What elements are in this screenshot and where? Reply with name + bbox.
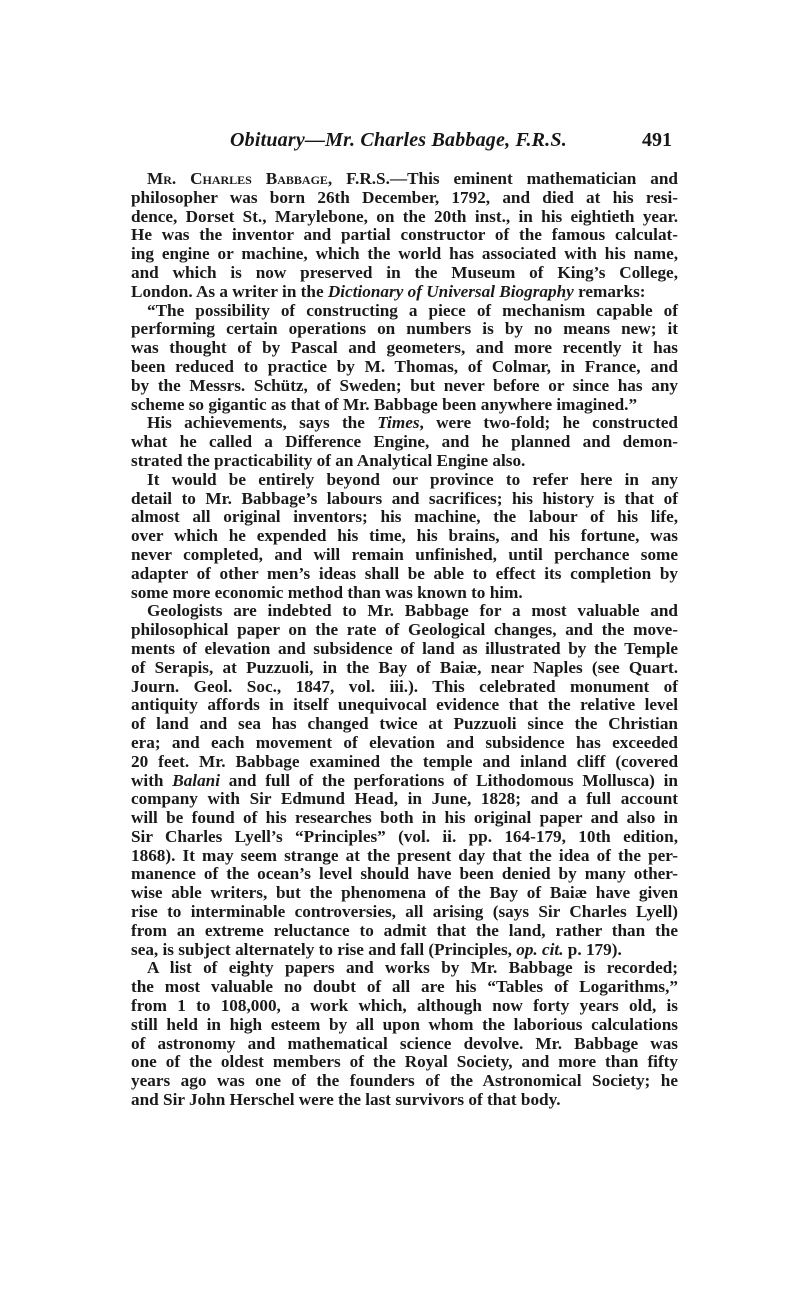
paragraph	[131, 602, 678, 959]
running-head	[131, 129, 678, 153]
text-run: with	[131, 770, 173, 790]
text-run: He was the inventor and partial constructor of the famous calculat-	[131, 225, 678, 245]
text-line	[131, 696, 678, 715]
text-run: It would be entirely beyond our province to refer here in any	[147, 469, 678, 489]
text-run: some more economic method than was known to him.	[131, 582, 523, 602]
paragraph	[131, 302, 678, 415]
text-run: of land and sea has changed twice at Puzzuoli since the Christian	[131, 714, 678, 734]
text-line	[131, 302, 678, 321]
text-run: manence of the ocean’s level should have been denied by many other-	[131, 864, 678, 884]
article-body	[131, 170, 678, 1110]
text-line	[131, 941, 678, 960]
text-run: detail to Mr. Babbage’s labours and sacrifices; his history is that of	[131, 488, 678, 508]
text-line	[131, 753, 678, 772]
text-run: one of the oldest members of the Royal Society, and more than fifty	[131, 1052, 678, 1072]
text-run: p. 179).	[563, 939, 622, 959]
text-line	[131, 414, 678, 433]
text-run: , F.R.S.—This eminent mathematician and	[327, 169, 678, 188]
text-run: antiquity affords in itself unequivocal evidence that the relative level	[131, 695, 678, 715]
text-run: from 1 to 108,000, a work which, although now forty years old, is	[131, 996, 678, 1016]
text-line	[131, 734, 678, 753]
text-line	[131, 997, 678, 1016]
text-run: 1868). It may seem strange at the present day that the idea of the per-	[131, 845, 678, 865]
text-run: London. As a writer in the	[131, 281, 328, 301]
text-run: over which he expended his time, his brains, and his fortune, was	[131, 526, 678, 546]
text-line	[131, 678, 678, 697]
text-line	[131, 602, 678, 621]
paragraph	[131, 170, 678, 302]
text-line	[131, 1053, 678, 1072]
text-run: remarks:	[573, 281, 646, 301]
text-run: scheme so gigantic as that of Mr. Babbage been anywhere imagined.”	[131, 394, 638, 414]
text-line	[131, 1072, 678, 1091]
italic-text: Balani	[172, 770, 220, 790]
text-line	[131, 377, 678, 396]
text-run: “The possibility of constructing a piece of mechanism capable of	[147, 300, 678, 320]
text-line	[131, 715, 678, 734]
text-line	[131, 809, 678, 828]
small-caps-name: Mr. Charles Babbage	[147, 169, 328, 188]
text-line	[131, 546, 678, 565]
text-run: from an extreme reluctance to admit that the land, rather than the	[131, 920, 678, 940]
text-run: Sir Charles Lyell’s “Principles” (vol. ii. pp. 164-179, 10th edition,	[131, 826, 678, 846]
text-line	[131, 189, 678, 208]
paragraph	[131, 414, 678, 470]
text-line	[131, 659, 678, 678]
text-run: will be found of his researches both in his original paper and also in	[131, 808, 678, 828]
text-line	[131, 527, 678, 546]
text-run: company with Sir Edmund Head, in June, 1828; and a full account	[131, 789, 678, 809]
text-line	[131, 1016, 678, 1035]
text-run: what he called a Difference Engine, and he planned and demon-	[131, 432, 678, 452]
text-run: sea, is subject alternately to rise and fall (Principles,	[131, 939, 517, 959]
text-run: His achievements, says the	[147, 413, 378, 433]
text-line	[131, 922, 678, 941]
text-line	[131, 226, 678, 245]
text-run: ments of elevation and subsidence of land as illustrated by the Temple	[131, 638, 678, 658]
text-run: strated the practicability of an Analytical Engine also.	[131, 450, 526, 470]
text-line	[131, 621, 678, 640]
italic-text: Dictionary of Universal Biography	[327, 281, 574, 301]
text-line	[131, 396, 678, 415]
text-run: never completed, and will remain unfinished, until perchance some	[131, 544, 678, 564]
text-line	[131, 170, 678, 189]
text-run: rise to interminable controversies, all arising (says Sir Charles Lyell)	[131, 902, 678, 922]
text-line	[131, 828, 678, 847]
text-run: and full of the perforations of Lithodomous Mollusca) in	[220, 770, 678, 790]
text-run: was thought of by Pascal and geometers, and more recently it has	[131, 338, 678, 358]
text-run: adapter of other men’s ideas shall be able to effect its completion by	[131, 563, 678, 583]
text-line	[131, 847, 678, 866]
text-run: been reduced to practice by M. Thomas, of Colmar, in France, and	[131, 356, 678, 376]
text-run: almost all original inventors; his machine, the labour of his life,	[131, 507, 678, 527]
text-run: Geologists are indebted to Mr. Babbage for a most valuable and	[147, 601, 678, 621]
text-run: and which is now preserved in the Museum of King’s College,	[131, 262, 678, 282]
text-line	[131, 490, 678, 509]
text-line	[131, 1091, 678, 1110]
text-line	[131, 508, 678, 527]
text-line	[131, 978, 678, 997]
running-title: Obituary—Mr. Charles Babbage, F.R.S.	[230, 129, 567, 151]
text-line	[131, 865, 678, 884]
text-line	[131, 208, 678, 227]
text-run: , were two-fold; he constructed	[419, 413, 678, 433]
italic-text: Times	[377, 413, 420, 433]
paragraph	[131, 959, 678, 1109]
text-line	[131, 1035, 678, 1054]
text-run: of astronomy and mathematical science devolve. Mr. Babbage was	[131, 1033, 678, 1053]
text-run: wise able writers, but the phenomena of the Bay of Baiæ have given	[131, 883, 678, 903]
text-line	[131, 584, 678, 603]
text-run: philosophical paper on the rate of Geological changes, and the move-	[131, 620, 678, 640]
text-line	[131, 283, 678, 302]
text-line	[131, 264, 678, 283]
text-line	[131, 959, 678, 978]
text-line	[131, 339, 678, 358]
italic-text: op. cit.	[516, 939, 564, 959]
text-line	[131, 884, 678, 903]
text-line	[131, 790, 678, 809]
text-line	[131, 358, 678, 377]
text-run: years ago was one of the founders of the Astronomical Society; he	[131, 1071, 678, 1091]
text-run: philosopher was born 26th December, 1792, and died at his resi-	[131, 187, 678, 207]
text-run: A list of eighty papers and works by Mr. Babbage is recorded;	[147, 958, 678, 978]
text-line	[131, 772, 678, 791]
text-line	[131, 903, 678, 922]
text-run: still held in high esteem by all upon whom the laborious calculations	[131, 1014, 678, 1034]
text-run: 20 feet. Mr. Babbage examined the temple and inland cliff (covered	[131, 751, 678, 771]
paragraph	[131, 471, 678, 603]
page-number: 491	[642, 129, 672, 151]
text-line	[131, 565, 678, 584]
text-line	[131, 452, 678, 471]
text-line	[131, 471, 678, 490]
text-line	[131, 245, 678, 264]
text-run: dence, Dorset St., Marylebone, on the 20th inst., in his eightieth year.	[131, 206, 678, 226]
text-run: ing engine or machine, which the world has associated with his name,	[131, 244, 678, 264]
text-run: by the Messrs. Schütz, of Sweden; but never before or since has any	[131, 375, 678, 395]
text-run: performing certain operations on numbers is by no means new; it	[131, 319, 678, 339]
text-line	[131, 640, 678, 659]
text-run: the most valuable no doubt of all are his “Tables of Logarithms,”	[131, 977, 678, 997]
text-run: of Serapis, at Puzzuoli, in the Bay of Baiæ, near Naples (see Quart.	[131, 657, 678, 677]
text-run: era; and each movement of elevation and subsidence has exceeded	[131, 732, 678, 752]
text-run: Journ. Geol. Soc., 1847, vol. iii.). This celebrated monument of	[131, 676, 678, 696]
text-run: and Sir John Herschel were the last survivors of that body.	[131, 1090, 561, 1110]
text-line	[131, 320, 678, 339]
text-line	[131, 433, 678, 452]
